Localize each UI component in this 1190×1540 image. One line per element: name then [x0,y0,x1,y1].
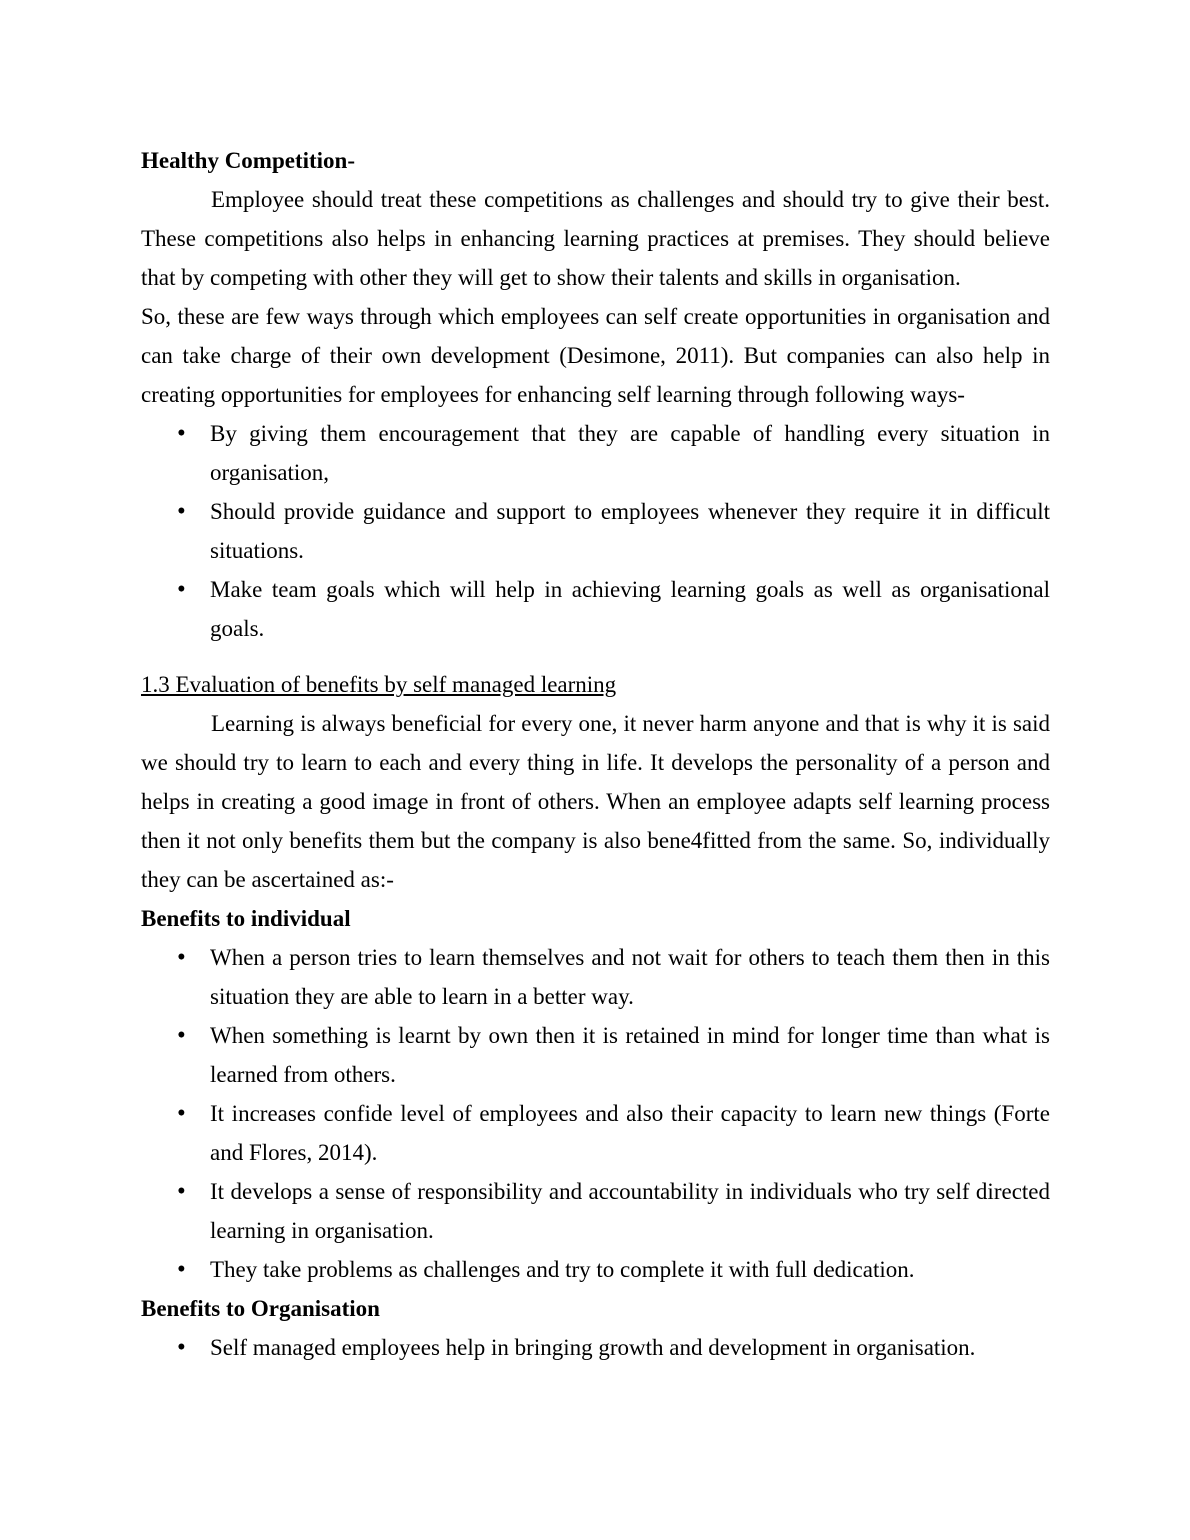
heading-evaluation-benefits: 1.3 Evaluation of benefits by self managed learning [141,672,617,697]
paragraph-employee-competitions: Employee should treat these competitions as challenges and should try to give their best. These competitions also helps in enhancing learning practices at premises. They should believe that by competing with other they will get to show their talents and skills in organisation. [141,187,1050,290]
list-item-retained-in-mind: • When something is learnt by own then it is retained in mind for longer time than what is learned from others. [141,1016,1050,1094]
list-item-team-goals: • Make team goals which will help in achieving learning goals as well as organisational goals. [141,570,1050,648]
list-item-problems-as-challenges: • They take problems as challenges and try to complete it with full dedication. [141,1250,1050,1289]
list-item-growth-development: • Self managed employees help in bringing growth and development in organisation. [141,1328,1050,1367]
heading-benefits-organisation: Benefits to Organisation [141,1296,380,1321]
bullet-list-ways [141,414,1050,648]
paragraph-self-create-opportunities: So, these are few ways through which employees can self create opportunities in organisation and can take charge of their own development (Desimone, 2011). But companies can also help in creating opportunities for employees for enhancing self learning through following ways- [141,304,1050,407]
list-item-confidence-level: • It increases confide level of employees and also their capacity to learn new things (Forte and Flores, 2014). [141,1094,1050,1172]
heading-benefits-individual: Benefits to individual [141,906,351,931]
list-item-responsibility: • It develops a sense of responsibility and accountability in individuals who try self directed learning in organisation. [141,1172,1050,1250]
bullet-list-individual [141,938,1050,1289]
bullet-list-organisation [141,1328,1050,1367]
list-item-encouragement: • By giving them encouragement that they are capable of handling every situation in organisation, [141,414,1050,492]
list-item-learn-themselves: • When a person tries to learn themselves and not wait for others to teach them then in this situation they are able to learn in a better way. [141,938,1050,1016]
list-item-guidance: • Should provide guidance and support to employees whenever they require it in difficult situations. [141,492,1050,570]
heading-healthy-competition: Healthy Competition- [141,148,356,173]
paragraph-learning-beneficial: Learning is always beneficial for every one, it never harm anyone and that is why it is said we should try to learn to each and every thing in life. It develops the personality of a person and helps in creating a good image in front of others. When an employee adapts self learning process then it not only benefits them but the company is also bene4fitted from the same. So, individually they can be ascertained as:- [141,711,1050,892]
